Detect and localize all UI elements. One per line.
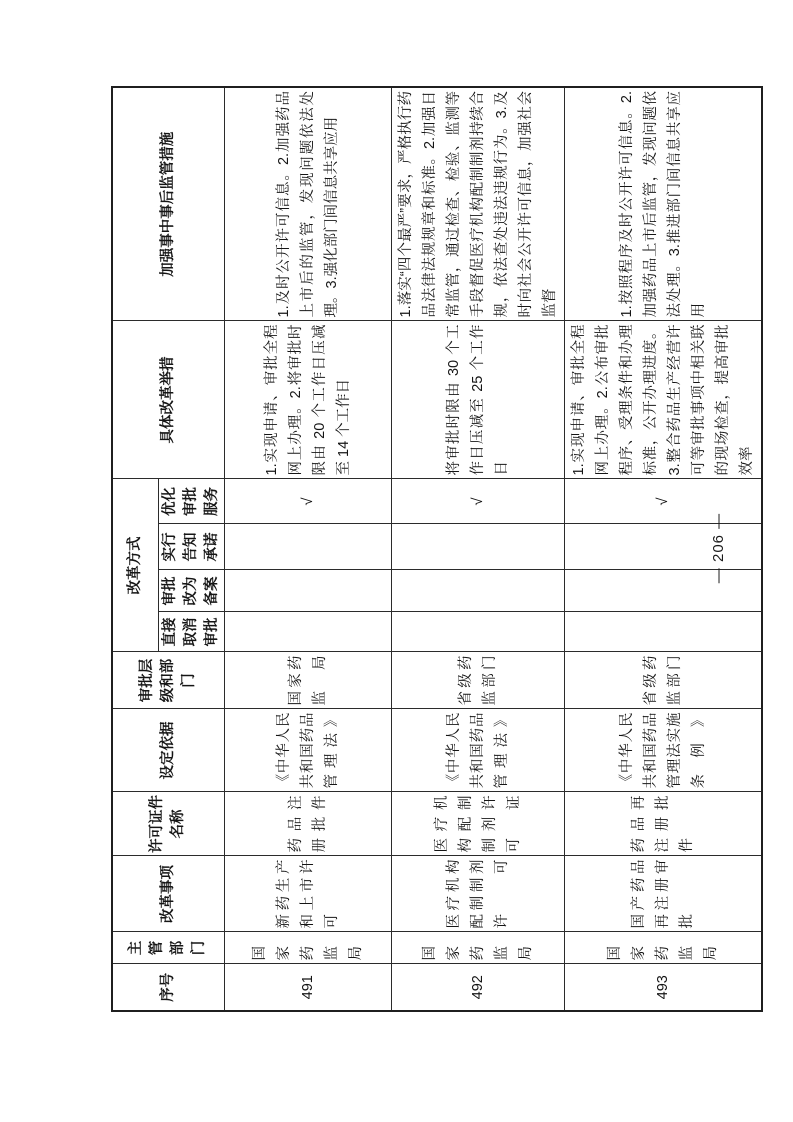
header-basis: 设定依据 bbox=[112, 709, 224, 792]
cell-approval-level: 省级药监部门 bbox=[391, 652, 564, 709]
cell-dept: 国家药监局 bbox=[391, 932, 564, 964]
cell-serial-no: 493 bbox=[564, 964, 762, 1011]
header-mode-commitment: 实行告知承诺 bbox=[158, 524, 224, 570]
header-measures: 具体改革举措 bbox=[112, 321, 224, 479]
header-reform-item: 改革事项 bbox=[112, 856, 224, 932]
cell-mode-cancel bbox=[564, 612, 762, 652]
header-dept: 主管部门 bbox=[112, 932, 224, 964]
reform-items-table bbox=[111, 86, 763, 1012]
cell-measures: 1.实现申请、审批全程网上办理。2.将审批时限由 20 个工作日压减至 14 个工作日 bbox=[224, 321, 391, 479]
cell-measures: 1.实现申请、审批全程网上办理。2.公布审批程序、受理条件和办理标准，公开办理进度。3.整合药品生产经营许可等审批事项中相关联的现场检查，提高审批效率 bbox=[564, 321, 762, 479]
cell-reform-item: 国产药品再注册审批 bbox=[564, 856, 762, 932]
header-reform-mode-group: 改革方式 bbox=[112, 479, 158, 652]
cell-license-name: 药品注册批件 bbox=[224, 792, 391, 856]
cell-mode-commitment bbox=[564, 524, 762, 570]
cell-mode-optimize-checkmark: √ bbox=[391, 479, 564, 524]
cell-supervision: 1.落实“四个最严”要求，严格执行药品法律法规规章和标准。2.加强日常监管，通过检查、检验、监测等手段督促医疗机构配制制剂持续合规，依法查处违法违规行为。3.及时向社会公开许可信息，加强社会监督 bbox=[391, 87, 564, 321]
cell-approval-level: 国家药监局 bbox=[224, 652, 391, 709]
header-approval-level: 审批层级和部门 bbox=[112, 652, 224, 709]
cell-basis: 《中华人民共和国药品管理法实施条例》 bbox=[564, 709, 762, 792]
cell-reform-item: 医疗机构配制制剂许可 bbox=[391, 856, 564, 932]
cell-mode-commitment bbox=[391, 524, 564, 570]
header-supervision: 加强事中事后监管措施 bbox=[112, 87, 224, 321]
header-mode-optimize: 优化审批服务 bbox=[158, 479, 224, 524]
header-row-1 bbox=[112, 87, 158, 1011]
cell-mode-filing bbox=[564, 570, 762, 612]
cell-mode-optimize-checkmark: √ bbox=[224, 479, 391, 524]
table-row bbox=[224, 87, 391, 1011]
page-number: — 206 — bbox=[710, 512, 727, 584]
cell-dept: 国家药监局 bbox=[564, 932, 762, 964]
cell-mode-cancel bbox=[224, 612, 391, 652]
cell-serial-no: 491 bbox=[224, 964, 391, 1011]
cell-mode-cancel bbox=[391, 612, 564, 652]
cell-mode-filing bbox=[391, 570, 564, 612]
header-mode-filing: 审批改为备案 bbox=[158, 570, 224, 612]
cell-license-name: 医疗机构配制制剂许可证 bbox=[391, 792, 564, 856]
cell-basis: 《中华人民共和国药品管理法》 bbox=[391, 709, 564, 792]
cell-basis: 《中华人民共和国药品管理法》 bbox=[224, 709, 391, 792]
table-row bbox=[564, 87, 762, 1011]
cell-approval-level: 省级药监部门 bbox=[564, 652, 762, 709]
header-serial-no: 序号 bbox=[112, 964, 224, 1011]
header-mode-cancel: 直接取消审批 bbox=[158, 612, 224, 652]
cell-supervision: 1.按照程序及时公开许可信息。2.加强药品上市后监管，发现问题依法处理。3.推进部门间信息共享应用 bbox=[564, 87, 762, 321]
table-row bbox=[391, 87, 564, 1011]
cell-license-name: 药品再注册批件 bbox=[564, 792, 762, 856]
cell-measures: 将审批时限由 30 个工作日压减至 25 个工作日 bbox=[391, 321, 564, 479]
header-license-name: 许可证件名称 bbox=[112, 792, 224, 856]
cell-mode-commitment bbox=[224, 524, 391, 570]
cell-supervision: 1.及时公开许可信息。2.加强药品上市后的监管，发现问题依法处理。3.强化部门间信息共享应用 bbox=[224, 87, 391, 321]
cell-mode-optimize-checkmark: √ bbox=[564, 479, 762, 524]
cell-serial-no: 492 bbox=[391, 964, 564, 1011]
cell-reform-item: 新药生产和上市许可 bbox=[224, 856, 391, 932]
cell-dept: 国家药监局 bbox=[224, 932, 391, 964]
cell-mode-filing bbox=[224, 570, 391, 612]
